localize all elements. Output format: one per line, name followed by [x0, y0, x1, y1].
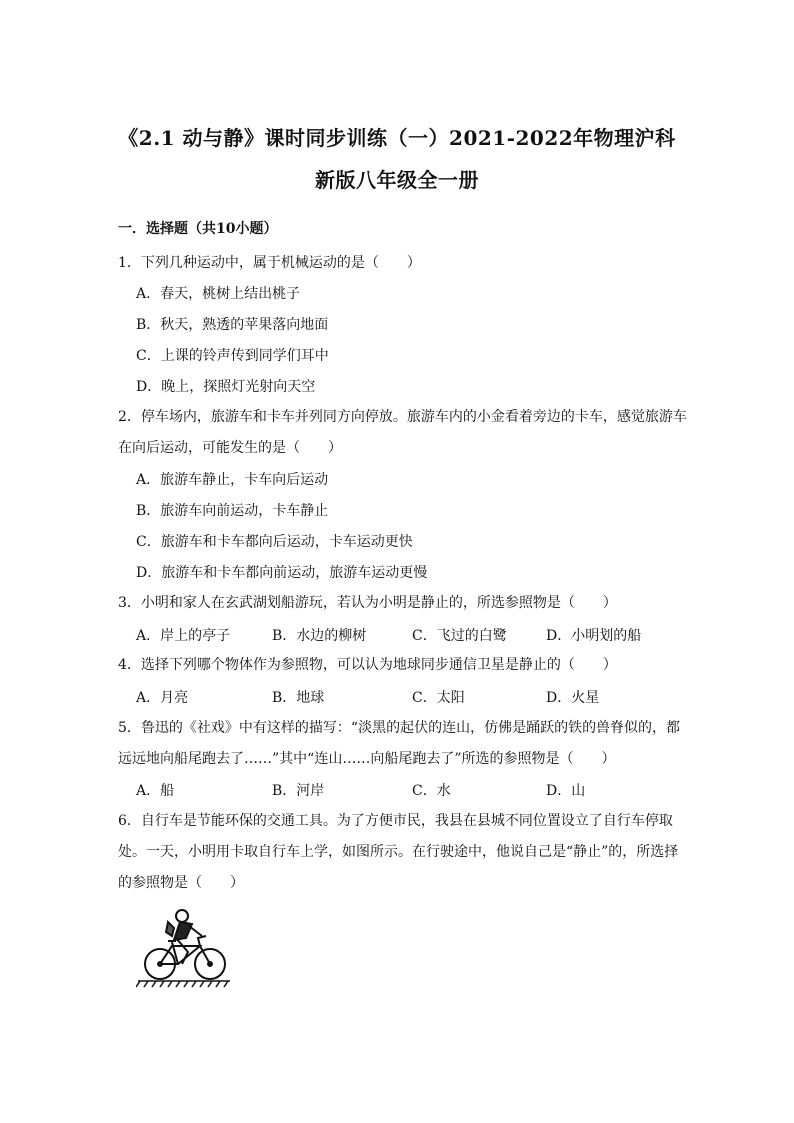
question-6-stem: 6．自行车是节能环保的交通工具。为了方便市民，我县在县城不同位置设立了自行车停取处。一天，小明用卡取自行车上学，如图所示。在行驶途中，他说自己是“静止”的，所选择的参照物是（ ）	[118, 813, 679, 891]
question-2-option-b: B．旅游车向前运动，卡车静止	[136, 503, 329, 519]
question-2-option-d: D．旅游车和卡车都向前运动，旅游车运动更慢	[136, 565, 428, 581]
rider-arm	[189, 926, 202, 936]
question-3-option-c: C．飞过的白鹭	[412, 628, 507, 644]
question-3-option-d: D．小明划的船	[546, 628, 642, 644]
question-5-option-b: B．河岸	[272, 783, 325, 799]
question-5-option-c: C．水	[412, 783, 451, 799]
question-4-option-a: A．月亮	[136, 690, 189, 706]
question-2-option-a: A．旅游车静止，卡车向后运动	[136, 472, 329, 488]
question-3-stem: 3．小明和家人在玄武湖划船游玩，若认为小明是静止的，所选参照物是（ ）	[118, 595, 617, 611]
question-1-stem: 1．下列几种运动中，属于机械运动的是（ ）	[118, 255, 421, 271]
document-title-line-2: 新版八年级全一册	[315, 168, 479, 192]
question-1-option-a: A．春天，桃树上结出桃子	[136, 286, 301, 302]
rider-torso	[174, 922, 192, 940]
bicycle-frame	[160, 946, 200, 964]
question-5-option-d: D．山	[546, 783, 586, 799]
bicycle-handlebar	[198, 936, 206, 946]
section-heading: 一．选择题（共10小题）	[118, 221, 278, 237]
rider-backpack	[166, 922, 174, 936]
question-4-option-d: D．火星	[546, 690, 600, 706]
question-5-stem: 5．鲁迅的《社戏》中有这样的描写：“淡黑的起伏的连山，仿佛是踊跃的铁的兽脊似的，都远远地向船尾跑去了……”其中“连山……向船尾跑去了”所选的参照物是（ ）	[118, 720, 681, 767]
question-4-stem: 4．选择下列哪个物体作为参照物，可以认为地球同步通信卫星是静止的（ ）	[118, 657, 617, 673]
question-1-option-b: B．秋天，熟透的苹果落向地面	[136, 317, 329, 333]
cyclist-figure	[136, 908, 232, 988]
rider-head	[176, 910, 188, 922]
document-title-line-1: 《2.1 动与静》课时同步训练（一）2021-2022年物理沪科	[118, 126, 676, 150]
question-1-option-c: C．上课的铃声传到同学们耳中	[136, 348, 329, 364]
question-2-stem: 2．停车场内，旅游车和卡车并列同方向停放。旅游车内的小金看着旁边的卡车，感觉旅游车在向后运动，可能发生的是（ ）	[118, 409, 687, 456]
question-5-option-a: A．船	[136, 783, 175, 799]
question-1-option-d: D．晚上，探照灯光射向天空	[136, 379, 316, 395]
question-4-option-b: B．地球	[272, 690, 325, 706]
question-2-option-c: C．旅游车和卡车都向后运动，卡车运动更快	[136, 534, 413, 550]
question-4-option-c: C．太阳	[412, 690, 465, 706]
question-3-option-a: A．岸上的亭子	[136, 628, 231, 644]
question-3-option-b: B．水边的柳树	[272, 628, 367, 644]
